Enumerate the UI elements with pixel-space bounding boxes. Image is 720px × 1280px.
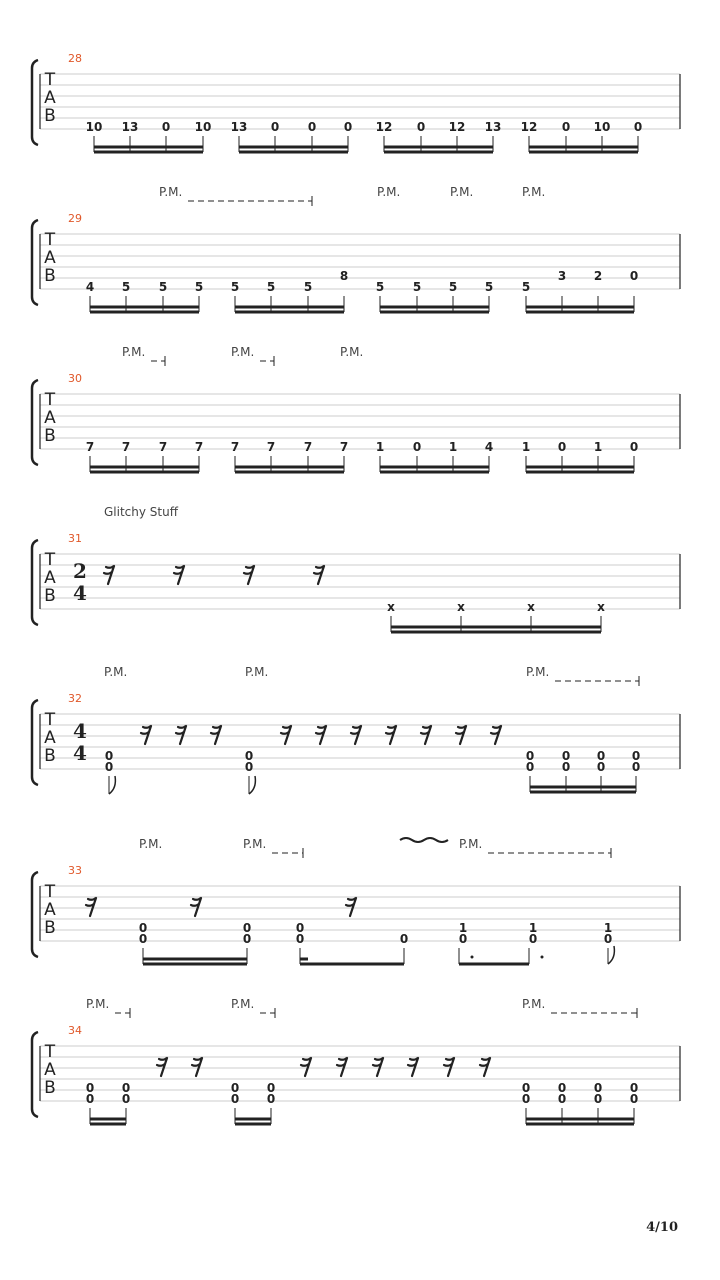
rest-symbol [104,566,114,584]
palm-mute-label: P.M. [522,185,546,199]
time-signature-top: 2 [73,559,87,583]
tab-clef-a: A [44,900,56,920]
note-flag [608,946,614,964]
fret-number: 1 [593,440,603,454]
fret-number: 0 [521,1081,531,1095]
palm-mute-label: P.M. [459,837,483,851]
fret-number: 13 [121,120,139,134]
tab-clef-t: T [44,550,56,570]
fret-number: 0 [121,1092,131,1106]
measure-number: 33 [68,864,82,877]
fret-number: 7 [266,440,276,454]
fret-number: 0 [416,120,426,134]
fret-number: 1 [528,921,538,935]
rest-symbol [316,726,326,744]
measure-number: 29 [68,212,82,225]
vibrato-mark [400,838,448,842]
rest-symbol [174,566,184,584]
system-bracket [32,380,38,465]
tab-clef-b: B [44,1078,56,1098]
fret-number: 0 [557,1092,567,1106]
dot [541,956,544,959]
fret-number: 7 [339,440,349,454]
tab-clef-b: B [44,746,56,766]
fret-number: 7 [158,440,168,454]
fret-number: 12 [375,120,393,134]
measure-number: 31 [68,532,82,545]
rest-symbol [244,566,254,584]
fret-number: 0 [399,932,409,946]
rest-symbol [456,726,466,744]
dead-note: x [527,600,535,614]
rest-symbol [421,726,431,744]
measure-number: 32 [68,692,82,705]
fret-number: 13 [230,120,248,134]
fret-number: 8 [339,269,349,283]
palm-mute-label: P.M. [377,185,401,199]
note-flag [249,776,255,794]
fret-number: 0 [412,440,422,454]
palm-mute-label: P.M. [522,997,546,1011]
fret-number: 0 [561,749,571,763]
fret-number: 5 [121,280,131,294]
rest-symbol [314,566,324,584]
fret-number: 0 [242,932,252,946]
fret-number: 5 [194,280,204,294]
rest-symbol [281,726,291,744]
palm-mute-label: P.M. [243,837,267,851]
fret-number: 0 [270,120,280,134]
rest-symbol [373,1058,383,1076]
fret-number: 0 [629,1092,639,1106]
system-bracket [32,872,38,957]
tab-clef-a: A [44,728,56,748]
fret-number: 0 [603,932,613,946]
fret-number: 13 [484,120,502,134]
fret-number: 1 [603,921,613,935]
system-bracket [32,220,38,305]
tab-clef-b: B [44,426,56,446]
fret-number: 0 [593,1081,603,1095]
fret-number: 10 [194,120,212,134]
system-bracket [32,540,38,625]
fret-number: 10 [593,120,611,134]
fret-number: 12 [520,120,538,134]
measure-number: 34 [68,1024,82,1037]
fret-number: 7 [230,440,240,454]
fret-number: 0 [596,749,606,763]
rest-symbol [86,898,96,916]
fret-number: 0 [242,921,252,935]
rest-symbol [408,1058,418,1076]
rest-symbol [141,726,151,744]
fret-number: 5 [230,280,240,294]
fret-number: 0 [561,120,571,134]
fret-number: 0 [525,760,535,774]
rest-symbol [301,1058,311,1076]
fret-number: 0 [458,932,468,946]
palm-mute-label: P.M. [86,997,110,1011]
dead-note: x [387,600,395,614]
palm-mute-label: P.M. [526,665,550,679]
fret-number: 0 [85,1092,95,1106]
fret-number: 0 [161,120,171,134]
fret-number: 5 [303,280,313,294]
fret-number: 0 [230,1081,240,1095]
note-flag [109,776,115,794]
fret-number: 0 [307,120,317,134]
fret-number: 1 [458,921,468,935]
tab-clef-a: A [44,408,56,428]
rest-symbol [480,1058,490,1076]
fret-number: 5 [521,280,531,294]
time-signature-bottom: 4 [73,581,87,605]
system-bracket [32,1032,38,1117]
palm-mute-label: P.M. [159,185,183,199]
fret-number: 1 [521,440,531,454]
rest-symbol [491,726,501,744]
fret-number: 2 [593,269,603,283]
fret-number: 0 [121,1081,131,1095]
tab-clef-a: A [44,88,56,108]
fret-number: 4 [85,280,95,294]
fret-number: 0 [596,760,606,774]
fret-number: 7 [121,440,131,454]
tab-clef-t: T [44,1042,56,1062]
fret-number: 0 [633,120,643,134]
fret-number: 0 [138,932,148,946]
fret-number: 0 [521,1092,531,1106]
measure-number: 30 [68,372,82,385]
dead-note: x [457,600,465,614]
tab-clef-b: B [44,586,56,606]
page-number: 4/10 [646,1220,678,1235]
system-bracket [32,700,38,785]
fret-number: 0 [295,921,305,935]
fret-number: 1 [448,440,458,454]
rest-symbol [157,1058,167,1076]
fret-number: 5 [375,280,385,294]
fret-number: 0 [295,932,305,946]
fret-number: 0 [561,760,571,774]
fret-number: 12 [448,120,466,134]
fret-number: 7 [194,440,204,454]
fret-number: 10 [85,120,103,134]
fret-number: 7 [303,440,313,454]
tab-clef-b: B [44,918,56,938]
rest-symbol [346,898,356,916]
dot [471,956,474,959]
fret-number: 0 [631,749,641,763]
fret-number: 3 [557,269,567,283]
tab-clef-a: A [44,1060,56,1080]
fret-number: 5 [484,280,494,294]
fret-number: 0 [528,932,538,946]
fret-number: 0 [138,921,148,935]
palm-mute-label: P.M. [231,345,255,359]
fret-number: 0 [557,1081,567,1095]
fret-number: 0 [244,749,254,763]
tab-clef-b: B [44,106,56,126]
rest-symbol [176,726,186,744]
palm-mute-label: P.M. [231,997,255,1011]
tab-clef-a: A [44,248,56,268]
section-caption: Glitchy Stuff [104,505,178,519]
fret-number: 0 [557,440,567,454]
rest-symbol [386,726,396,744]
fret-number: 0 [104,749,114,763]
fret-number: 0 [343,120,353,134]
fret-number: 0 [629,269,639,283]
tab-clef-t: T [44,230,56,250]
measure-number: 28 [68,52,82,65]
fret-number: 7 [85,440,95,454]
rest-symbol [191,898,201,916]
fret-number: 5 [158,280,168,294]
tab-clef-b: B [44,266,56,286]
rest-symbol [444,1058,454,1076]
fret-number: 5 [448,280,458,294]
tab-clef-t: T [44,70,56,90]
palm-mute-label: P.M. [104,665,128,679]
rest-symbol [192,1058,202,1076]
fret-number: 5 [266,280,276,294]
system-bracket [32,60,38,145]
tab-clef-a: A [44,568,56,588]
palm-mute-label: P.M. [139,837,163,851]
rest-symbol [211,726,221,744]
fret-number: 0 [244,760,254,774]
fret-number: 0 [525,749,535,763]
fret-number: 0 [629,1081,639,1095]
rest-symbol [337,1058,347,1076]
tab-clef-t: T [44,710,56,730]
fret-number: 5 [412,280,422,294]
dead-note: x [597,600,605,614]
palm-mute-label: P.M. [245,665,269,679]
rest-symbol [351,726,361,744]
palm-mute-label: P.M. [340,345,364,359]
fret-number: 0 [230,1092,240,1106]
tab-clef-t: T [44,882,56,902]
tab-clef-t: T [44,390,56,410]
fret-number: 0 [85,1081,95,1095]
fret-number: 0 [266,1081,276,1095]
fret-number: 0 [266,1092,276,1106]
fret-number: 0 [104,760,114,774]
palm-mute-label: P.M. [450,185,474,199]
fret-number: 0 [631,760,641,774]
fret-number: 1 [375,440,385,454]
palm-mute-label: P.M. [122,345,146,359]
time-signature-top: 4 [73,719,87,743]
fret-number: 4 [484,440,494,454]
fret-number: 0 [629,440,639,454]
fret-number: 0 [593,1092,603,1106]
time-signature-bottom: 4 [73,741,87,765]
